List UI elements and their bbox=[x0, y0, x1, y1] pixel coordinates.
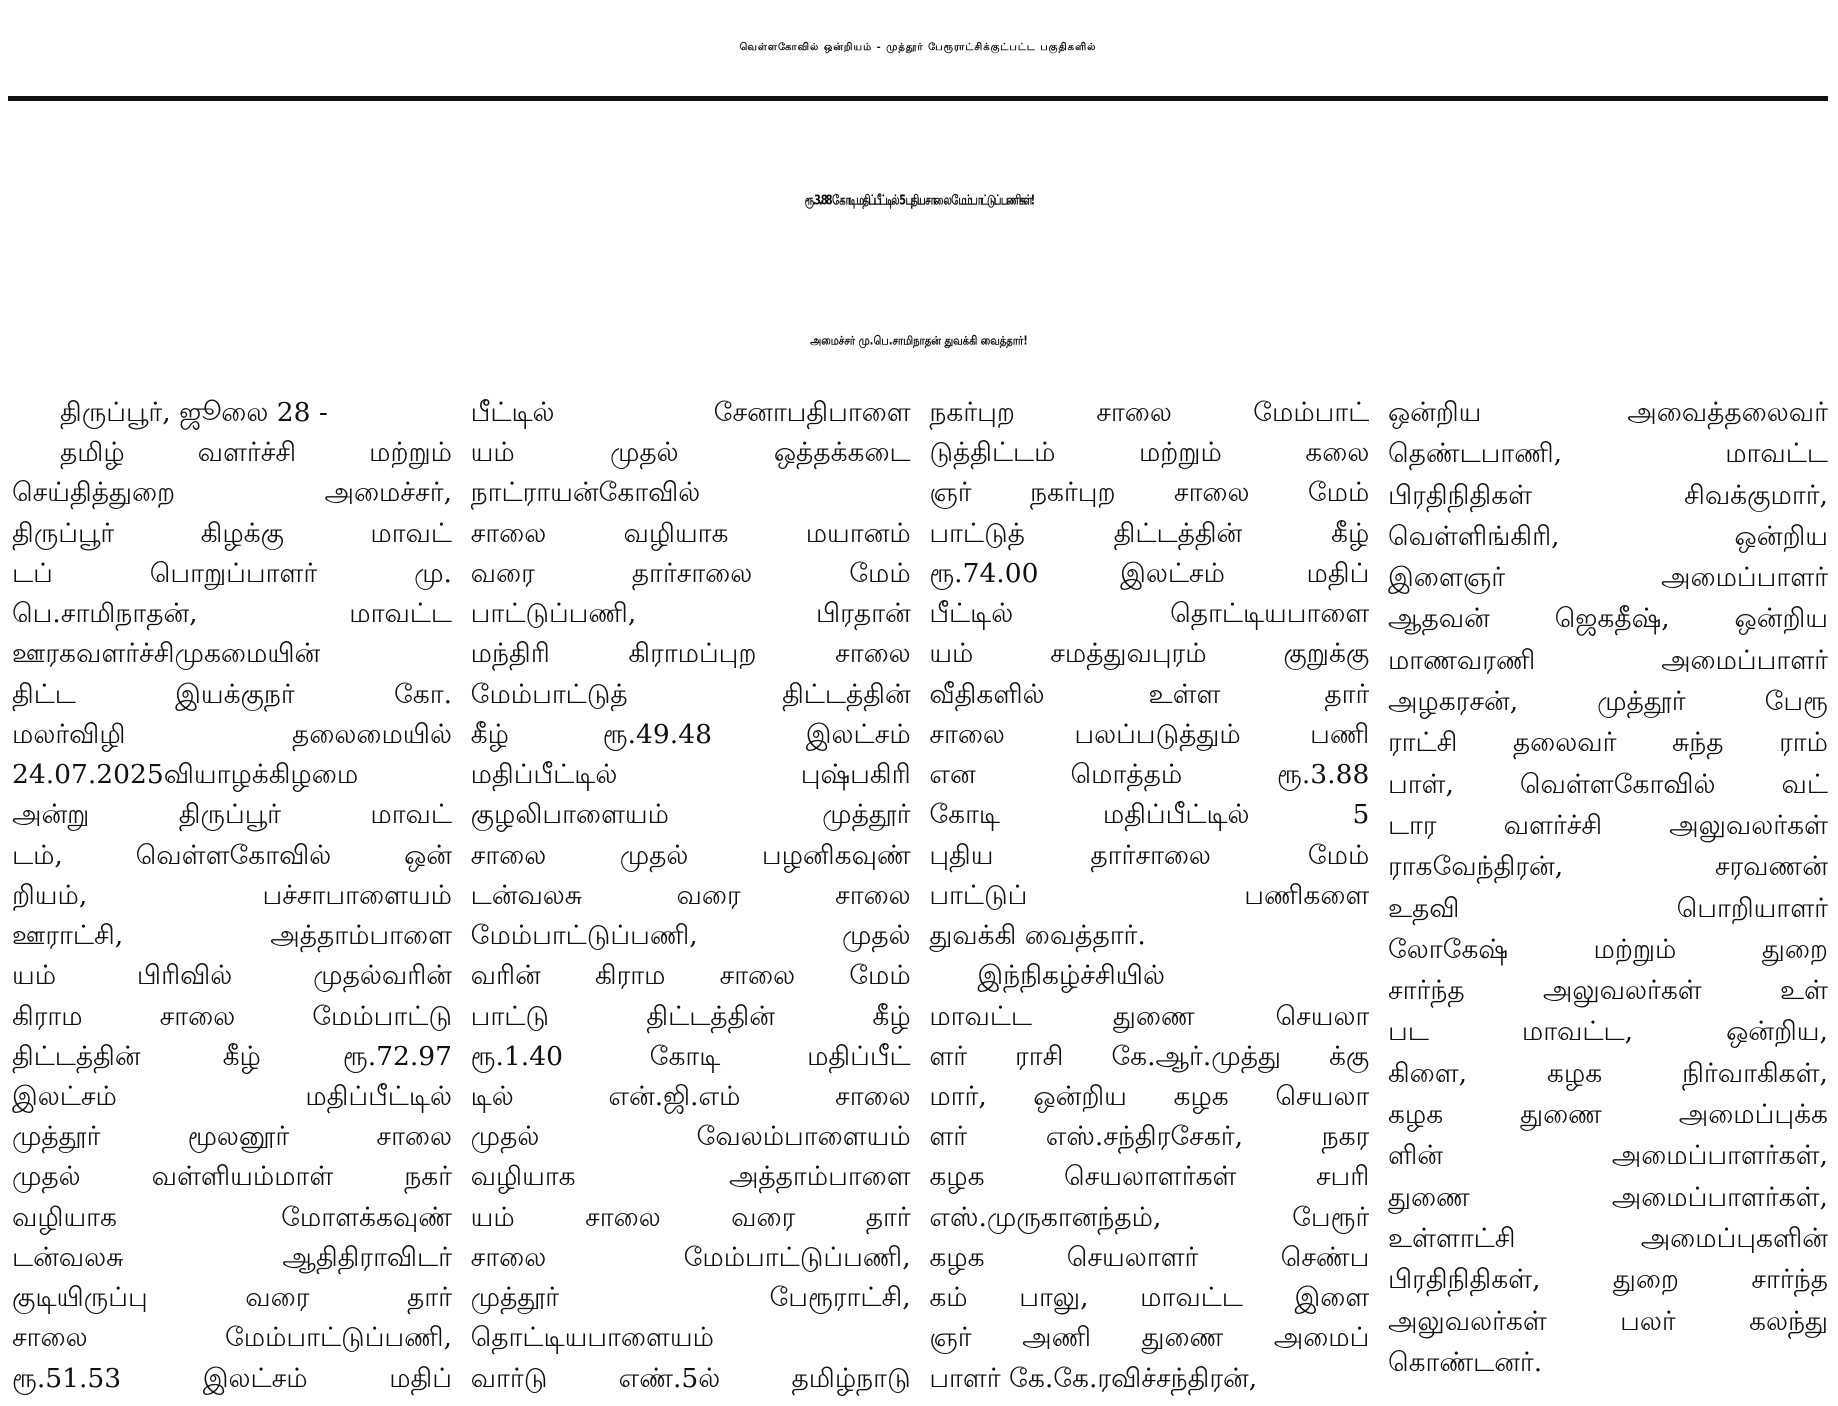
article-line: ளின் அமைப்பாளர்கள், bbox=[1387, 1140, 1828, 1172]
article-line: புதிய தார்சாலை மேம் bbox=[929, 839, 1370, 871]
article-line: வரின் கிராம சாலை மேம் bbox=[470, 960, 911, 992]
article-line: மேம்பாட்டுத் திட்டத்தின் bbox=[470, 678, 911, 710]
article-line: முத்தூர் மூலனூர் சாலை bbox=[12, 1121, 452, 1153]
article-line: பெ.சாமிநாதன், மாவட்ட bbox=[12, 598, 452, 630]
article-line: உள்ளாட்சி அமைப்புகளின் bbox=[1387, 1222, 1828, 1254]
article-line: கம் பாலு, மாவட்ட இளை bbox=[929, 1282, 1370, 1314]
article-line: திட்டத்தின் கீழ் ரூ.72.97 bbox=[12, 1040, 452, 1072]
article-line: துவக்கி வைத்தார். bbox=[929, 920, 1146, 952]
article-line: பாளர் கே.கே.ரவிச்சந்திரன், bbox=[929, 1362, 1258, 1394]
article-line: ளர் ராசி கே.ஆர்.முத்து க்கு bbox=[929, 1040, 1370, 1072]
article-column-4 bbox=[1388, 392, 1828, 1398]
article-body bbox=[12, 392, 1828, 1398]
sub-headline: அமைச்சர் மு.பெ.சாமிநாதன் துவக்கி வைத்தார்! bbox=[810, 334, 1028, 348]
article-line: டார வளர்ச்சி அலுவலர்கள் bbox=[1387, 809, 1828, 841]
article-line: பாள், வெள்ளகோவில் வட் bbox=[1387, 768, 1828, 800]
article-line: பீட்டில் சேனாபதிபாளை bbox=[470, 397, 911, 428]
article-line: டில் என்.ஜி.எம் சாலை bbox=[470, 1080, 911, 1112]
article-line: ஞர் நகர்புற சாலை மேம் bbox=[929, 477, 1370, 509]
article-line: ஒன்றிய அவைத்தலைவர் bbox=[1387, 397, 1828, 428]
article-line: ளர் எஸ்.சந்திரசேகர், நகர bbox=[929, 1121, 1370, 1153]
article-line: துணை அமைப்பாளர்கள், bbox=[1387, 1181, 1828, 1213]
article-line: ரூ.74.00 இலட்சம் மதிப் bbox=[929, 557, 1370, 589]
article-line: மார், ஒன்றிய கழக செயலா bbox=[929, 1080, 1370, 1112]
article-line: சாலை மேம்பாட்டுப்பணி, bbox=[12, 1322, 452, 1354]
article-line: தமிழ் வளர்ச்சி மற்றும் bbox=[60, 437, 452, 469]
article-line: கழக துணை அமைப்புக்க bbox=[1387, 1099, 1828, 1131]
article-line: பாட்டு திட்டத்தின் கீழ் bbox=[470, 1000, 911, 1032]
article-line: ஆதவன் ஜெகதீஷ், ஒன்றிய bbox=[1387, 603, 1828, 635]
article-line: குடியிருப்பு வரை தார் bbox=[12, 1282, 452, 1314]
article-line: ரூ.1.40 கோடி மதிப்பீட் bbox=[470, 1040, 911, 1072]
article-line: முதல் வள்ளியம்மாள் நகர் bbox=[12, 1161, 452, 1193]
article-line: டன்வலசு வரை சாலை bbox=[470, 879, 911, 911]
article-line: மலர்விழி தலைமையில் bbox=[12, 718, 452, 750]
article-line: சாலை முதல் பழனிகவுண் bbox=[470, 839, 911, 871]
article-line: ஞர் அணி துணை அமைப் bbox=[929, 1322, 1370, 1354]
article-line: மாணவரணி அமைப்பாளர் bbox=[1387, 644, 1828, 676]
article-line: பீட்டில் தொட்டியபாளை bbox=[929, 598, 1370, 630]
article-line: இலட்சம் மதிப்பீட்டில் bbox=[12, 1080, 452, 1112]
article-column-3 bbox=[929, 392, 1369, 1398]
article-line: என மொத்தம் ரூ.3.88 bbox=[929, 759, 1370, 791]
article-line: கீழ் ரூ.49.48 இலட்சம் bbox=[470, 718, 911, 750]
article-line: பாட்டுப் பணிகளை bbox=[929, 879, 1370, 911]
article-line: குழலிபாளையம் முத்தூர் bbox=[470, 799, 911, 831]
article-line: திருப்பூர் கிழக்கு மாவட் bbox=[12, 517, 452, 549]
article-line: அலுவலர்கள் பலர் கலந்து bbox=[1387, 1305, 1828, 1337]
article-line: இந்நிகழ்ச்சியில் bbox=[977, 960, 1165, 992]
article-line: கிராம சாலை மேம்பாட்டு bbox=[12, 1000, 452, 1032]
article-line: தொட்டியபாளையம் bbox=[470, 1322, 714, 1354]
article-line: மதிப்பீட்டில் புஷ்பகிரி bbox=[470, 759, 911, 791]
article-line: கொண்டனர். bbox=[1387, 1346, 1543, 1378]
article-line: திருப்பூர், ஜூலை 28 - bbox=[60, 397, 328, 428]
article-line: டம், வெள்ளகோவில் ஒன் bbox=[12, 839, 452, 871]
article-line: இளைஞர் அமைப்பாளர் bbox=[1387, 562, 1828, 594]
article-line: செய்தித்துறை அமைச்சர், bbox=[12, 477, 452, 509]
kicker-headline: வெள்ளகோவில் ஒன்றியம் - முத்தூர் பேரூராட்சிக்குட்பட்ட பகுதிகளில் bbox=[739, 42, 1097, 53]
article-line: கோடி மதிப்பீட்டில் 5 bbox=[929, 799, 1370, 831]
article-line: வழியாக அத்தாம்பாளை bbox=[470, 1161, 911, 1193]
article-line: உதவி பொறியாளர் bbox=[1387, 892, 1828, 924]
article-line: பாட்டுத் திட்டத்தின் கீழ் bbox=[929, 517, 1370, 549]
article-line: பிரதிநிதிகள் சிவக்குமார், bbox=[1387, 479, 1828, 511]
article-line: மாவட்ட துணை செயலா bbox=[929, 1000, 1370, 1032]
article-line: மேம்பாட்டுப்பணி, முதல் bbox=[470, 920, 911, 952]
article-line: யம் சாலை வரை தார் bbox=[470, 1201, 911, 1233]
article-line: திட்ட இயக்குநர் கோ. bbox=[12, 678, 452, 710]
article-column-2 bbox=[471, 392, 911, 1398]
article-line: வெள்ளிங்கிரி, ஒன்றிய bbox=[1387, 520, 1828, 552]
article-line: அன்று திருப்பூர் மாவட் bbox=[12, 799, 452, 831]
article-line: வார்டு எண்.5ல் தமிழ்நாடு bbox=[470, 1362, 911, 1394]
article-line: கழக செயலாளர் செண்ப bbox=[929, 1241, 1370, 1273]
article-line: வீதிகளில் உள்ள தார் bbox=[929, 678, 1370, 710]
article-line: அழகரசன், முத்தூர் பேரூ bbox=[1387, 686, 1828, 718]
article-line: ராகவேந்திரன், சரவணன் bbox=[1387, 851, 1828, 883]
article-line: லோகேஷ் மற்றும் துறை bbox=[1387, 933, 1828, 965]
article-line: 24.07.2025வியாழக்கிழமை bbox=[12, 759, 359, 791]
article-line: றியம், பச்சாபாளையம் bbox=[12, 879, 452, 911]
article-line: கிளை, கழக நிர்வாகிகள், bbox=[1387, 1057, 1828, 1089]
article-line: ரூ.51.53 இலட்சம் மதிப் bbox=[12, 1362, 452, 1394]
article-line: யம் பிரிவில் முதல்வரின் bbox=[12, 960, 452, 992]
article-line: எஸ்.முருகானந்தம், பேரூர் bbox=[929, 1201, 1370, 1233]
article-line: முதல் வேலம்பாளையம் bbox=[470, 1121, 911, 1153]
article-line: முத்தூர் பேரூராட்சி, bbox=[470, 1282, 911, 1314]
article-line: சாலை பலப்படுத்தும் பணி bbox=[929, 718, 1370, 750]
article-line: தெண்டபாணி, மாவட்ட bbox=[1387, 438, 1828, 470]
article-line: சாலை வழியாக மயானம் bbox=[470, 517, 911, 549]
article-column-1 bbox=[12, 392, 452, 1398]
article-line: யம் முதல் ஒத்தக்கடை bbox=[470, 437, 911, 469]
article-line: வழியாக மோளக்கவுண் bbox=[12, 1201, 452, 1233]
article-line: யம் சமத்துவபுரம் குறுக்கு bbox=[929, 638, 1370, 670]
article-line: வரை தார்சாலை மேம் bbox=[470, 557, 911, 589]
article-line: கழக செயலாளர்கள் சபரி bbox=[929, 1161, 1370, 1193]
article-line: பிரதிநிதிகள், துறை சார்ந்த bbox=[1387, 1264, 1828, 1296]
article-line: நகர்புற சாலை மேம்பாட் bbox=[929, 397, 1370, 428]
article-line: பாட்டுப்பணி, பிரதான் bbox=[470, 598, 911, 630]
main-headline: ரூ.3.88 கோடி மதிப்பீட்டில் 5 புதிய சாலை மேம்பாட்டுப் பணிகள்! bbox=[804, 193, 1034, 209]
article-line: டுத்திட்டம் மற்றும் கலை bbox=[929, 437, 1370, 469]
article-line: ராட்சி தலைவர் சுந்த ராம் bbox=[1387, 727, 1828, 759]
article-line: டப் பொறுப்பாளர் மு. bbox=[12, 557, 452, 589]
article-line: நாட்ராயன்கோவில் bbox=[470, 477, 701, 509]
article-line: சாலை மேம்பாட்டுப்பணி, bbox=[470, 1241, 911, 1273]
article-line: சார்ந்த அலுவலர்கள் உள் bbox=[1387, 975, 1828, 1007]
article-line: டன்வலசு ஆதிதிராவிடர் bbox=[12, 1241, 452, 1273]
article-line: ஊரகவளர்ச்சிமுகமையின் bbox=[12, 638, 321, 670]
article-line: மந்திரி கிராமப்புற சாலை bbox=[470, 638, 911, 670]
article-line: ஊராட்சி, அத்தாம்பாளை bbox=[12, 920, 452, 952]
article-line: பட மாவட்ட, ஒன்றிய, bbox=[1387, 1016, 1828, 1048]
